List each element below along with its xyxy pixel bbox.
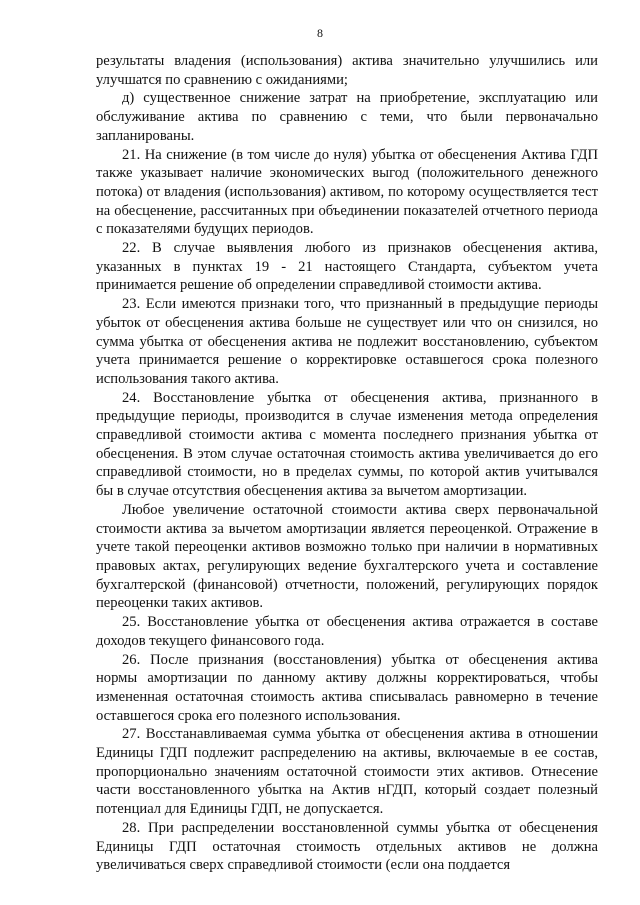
paragraph-22: 22. В случае выявления любого из признаков обесценения актива, указанных в пунктах 19 - 21 настоящего Стандарта, субъектом учета принимается решение об определении справедливой стоимости актива. [96,240,598,294]
body-text [96,52,598,875]
page-number: 8 [317,26,323,40]
paragraph-28: 28. При распределении восстановленной суммы убытка от обесценения Единицы ГДП остаточная стоимость отдельных активов не должна увеличиваться сверх справедливой стоимости (если она поддается [96,819,598,874]
paragraph-27: 27. Восстанавливаемая сумма убытка от обесценения актива в отношении Единицы ГДП подлежит распределению на активы, включаемые в ее состав, пропорционально значениям остаточной стоимости этих активов. Отнесение части восстановленного убытка на Актив нГДП, который создает полезный потенциал для Единицы ГДП, не допускается. [96,726,598,818]
paragraph-23: 23. Если имеются признаки того, что признанный в предыдущие периоды убыток от обесценения актива больше не существует или что он снизился, но сумма убытка от обесценения актива не подлежит восстановлению, субъектом учета принимается решение о корректировке оставшегося срока полезного использования такого актива. [96,296,598,387]
paragraph-21: 21. На снижение (в том числе до нуля) убытка от обесценения Актива ГДП также указывает наличие экономических выгод (положительного денежного потока) от владения (использования) активом, по которому осуществляется тест на обесценение, рассчитанных при объединении показателей отчетного периода с показателями будущих периодов. [96,146,598,238]
paragraph-24-continued: Любое увеличение остаточной стоимости актива сверх первоначальной стоимости актива за вычетом амортизации является переоценкой. Отражение в учете такой переоценки активов возможно только при наличии в нормативных правовых актах, регулирующих ведение бухгалтерского учета и составление бухгалтерской (финансовой) отчетности, положений, регулирующих порядок переоценки таких активов. [96,501,598,612]
paragraph-26: 26. После признания (восстановления) убытка от обесценения актива нормы амортизации по данному активу должны корректироваться, чтобы измененная остаточная стоимость актива списывалась равномерно в течение оставшегося срока его полезного использования. [96,651,598,724]
paragraph-item-d: д) существенное снижение затрат на приобретение, эксплуатацию или обслуживание актива по сравнению с теми, что были первоначально запланированы. [96,90,598,144]
paragraph-25: 25. Восстановление убытка от обесценения актива отражается в составе доходов текущего финансового года. [96,614,598,649]
paragraph-24: 24. Восстановление убытка от обесценения актива, признанного в предыдущие периоды, производится в случае изменения метода определения справедливой стоимости актива с момента последнего признания убытка от обесценения. В этом случае остаточная стоимость актива увеличивается до его справедливой стоимости, но в пределах суммы, по которой актив учитывался бы в случае отсутствия обесценения актива за вычетом амортизации. [96,389,598,500]
paragraph-continuation: результаты владения (использования) актива значительно улучшились или улучшатся по сравнению с ожиданиями; [96,53,598,88]
